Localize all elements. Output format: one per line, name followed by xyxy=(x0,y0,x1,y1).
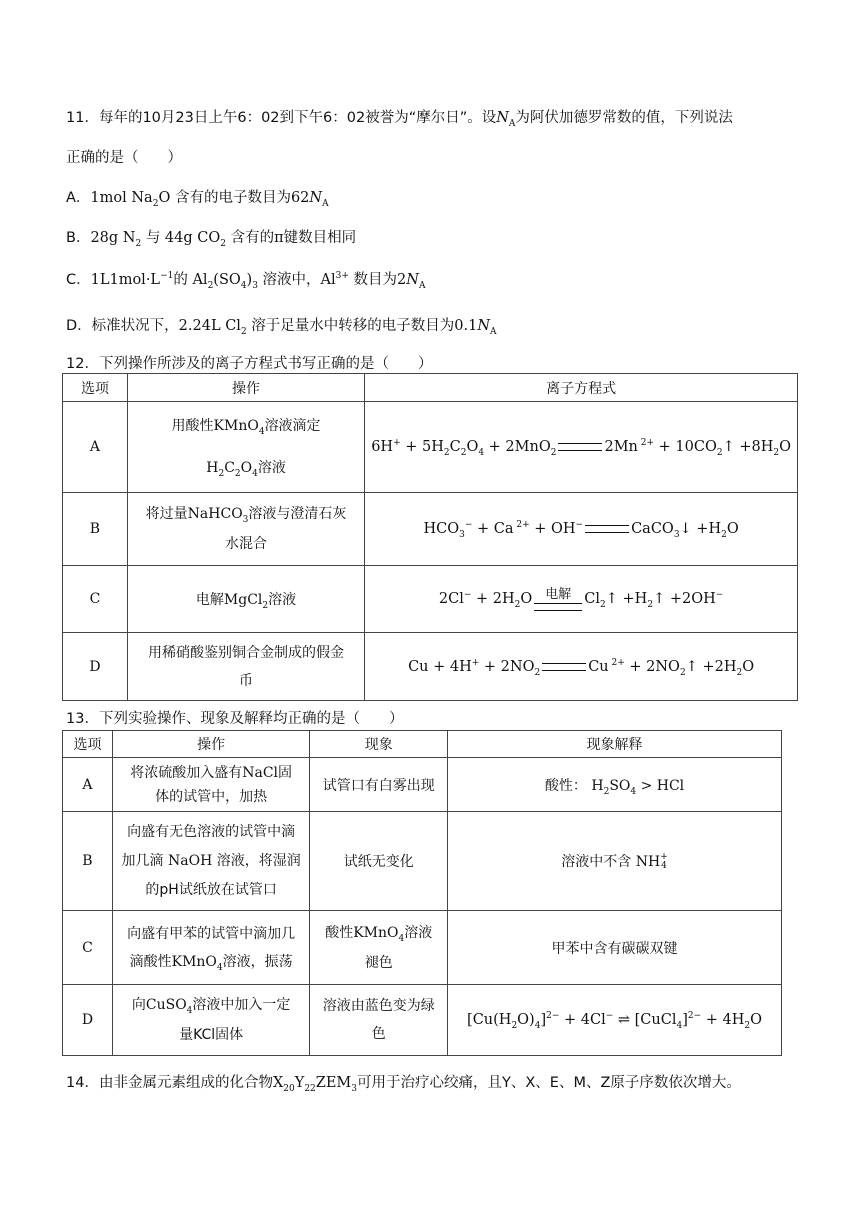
q12-c-equation: $2Cl^- + 2H_2O$ 电解 $Cl_2↑$ $+H_2↑ +2OH^-$ xyxy=(365,566,798,633)
table-row: B 向盛有无色溶液的试管中滴 加几滴 NaOH 溶液，将湿润 的pH试纸放在试管口 试纸无变化 溶液中不含 NH + 4 xyxy=(63,812,782,911)
q12-header-operation: 操作 xyxy=(127,374,364,402)
table-row: A 将浓硫酸加入盛有NaCl固 体的试管中，加热 试管口有白雾出现 酸性： $H_2SO_4$ > HCl xyxy=(63,758,782,812)
table-row: C 向盛有甲苯的试管中滴加几 滴酸性KMnO$_4$溶液，振荡 酸性KMnO$_4$溶液 褪色 甲苯中含有碳碳双键 xyxy=(63,911,782,985)
q12-a-operation: 用酸性KMnO$_4$溶液滴定 $H_2C_2O_4$溶液 xyxy=(127,402,364,493)
q12-stem: 12．下列操作所涉及的离子方程式书写正确的是（ ） xyxy=(66,356,433,372)
q12-b-operation: 将过量NaHCO$_3$溶液与澄清石灰 水混合 xyxy=(127,493,364,566)
q11-option-d: D．标准状况下，2.24L $Cl_2$ 溶于足量水中转移的电子数目为$0.1N_A$ xyxy=(66,318,497,337)
table-row: D 向CuSO$_4$溶液中加入一定 量KCl固体 溶液由蓝色变为绿 色 $[Cu(H_2O)_4]^{2-} + 4Cl^-$ ⇌ [CuCl$_4$]$^{2-}$ + $4H_2O$ xyxy=(63,985,782,1056)
q12-header-option: 选项 xyxy=(63,374,128,402)
q11-option-a: A．1mol $Na_2O$ 含有的电子数目为$62N_A$ xyxy=(66,190,329,209)
q11-option-b: B．28g $N_2$ 与 44g $CO_2$ 含有的π键数目相同 xyxy=(66,230,357,249)
q11-stem-line1: 11．每年的10月23日上午6：02到下午6：02被誉为“摩尔日”。设$N_A$为阿伏加德罗常数的值，下列说法 xyxy=(66,110,733,129)
q12-header-equation: 离子方程式 xyxy=(365,374,798,402)
table-row: D 用稀硝酸鉴别铜合金制成的假金 币 $Cu + 4H^+ + 2NO_2$ Cu $^{2+} + 2NO_2↑ +2H_2O$ xyxy=(63,633,798,701)
q12-c-operation: 电解MgCl$_2$溶液 xyxy=(127,566,364,633)
q12-b-equation: $HCO_3^- + Ca$ $^{2+}$ + OH− CaCO$_3$↓ $+H_2O$ xyxy=(365,493,798,566)
q12-d-operation: 用稀硝酸鉴别铜合金制成的假金 币 xyxy=(127,633,364,701)
q13-table: 选项 操作 现象 现象解释 A 将浓硫酸加入盛有NaCl固 体的试管中，加热 试管口有白雾出现 酸性： $H_2SO_4$ > HCl B 向盛有无色溶液的试管中滴 加几滴 NaOH 溶液，将湿润 的pH试纸放在试管口 试纸无变化 溶液中不含 NH + 4 C 向盛有甲苯的试管中滴加几 滴酸性KMnO$_4$溶液，振荡 酸性KMnO$_4$溶液 褪色 甲苯中含有碳碳双键 D 向CuSO$_4$溶液中加入一定 量KCl固体 溶液由蓝色变为绿 色 $[Cu(H_2O)_4]^{2-} + 4Cl^-$ ⇌ [CuCl$_4$]$^{2-}$ + $4H_2O$ xyxy=(62,730,782,1056)
table-row: A 用酸性KMnO$_4$溶液滴定 $H_2C_2O_4$溶液 $6H^+ + 5H_2C_2O_4 + 2MnO_2$ 2Mn $^{2+} + 10CO_2↑ +8H_2O$ xyxy=(63,402,798,493)
q12-table xyxy=(62,373,798,701)
q12-d-equation: $Cu + 4H^+ + 2NO_2$ Cu $^{2+} + 2NO_2↑ +2H_2O$ xyxy=(365,633,798,701)
q11-option-c: C．$1L1mol\cdot L^{-1}$的 $Al_2(SO_4)_3$ 溶液中，$Al^{3+}$ 数目为$2N_A$ xyxy=(66,271,426,291)
q14-stem: 14．由非金属元素组成的化合物$X_{20}Y_{22}ZEM_3$可用于治疗心绞痛，且Y、X、E、M、Z原子序数依次增大。 xyxy=(66,1075,741,1094)
q12-a-equation: $6H^+ + 5H_2C_2O_4 + 2MnO_2$ 2Mn $^{2+} + 10CO_2↑ +8H_2O$ xyxy=(365,402,798,493)
q13-stem: 13．下列实验操作、现象及解释均正确的是（ ） xyxy=(66,711,404,727)
q11-stem-line2: 正确的是（ ） xyxy=(66,150,182,166)
table-row: C 电解MgCl$_2$溶液 $2Cl^- + 2H_2O$ 电解 $Cl_2↑$ $+H_2↑ +2OH^-$ xyxy=(63,566,798,633)
table-row: B 将过量NaHCO$_3$溶液与澄清石灰 水混合 $HCO_3^- + Ca$ $^{2+}$ + OH− CaCO$_3$↓ $+H_2O$ xyxy=(63,493,798,566)
